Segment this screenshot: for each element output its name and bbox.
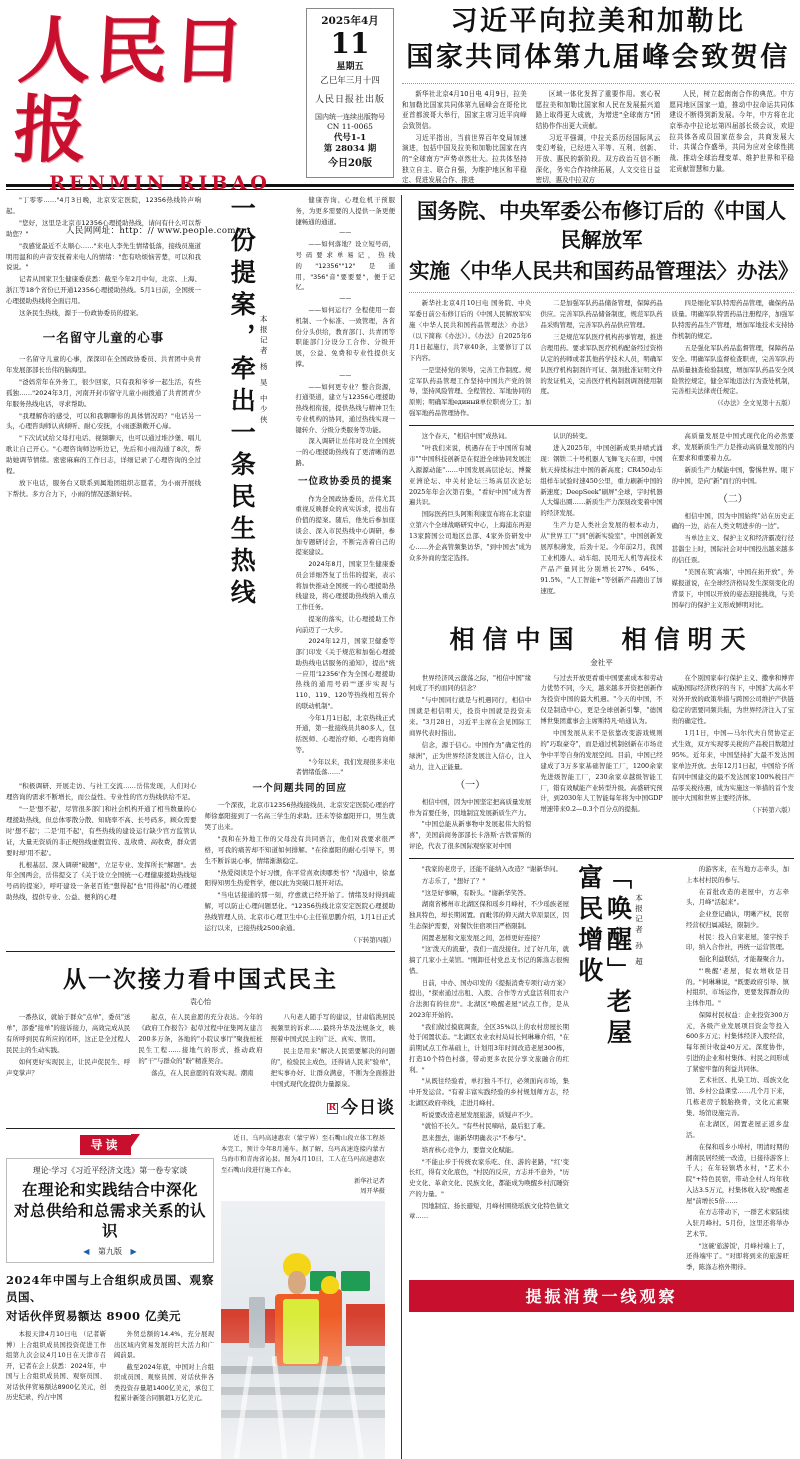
today-page-count: 今日20版 — [328, 158, 372, 170]
hotline-story — [6, 195, 395, 779]
paragraph: ——如何运行？全程使用一套机制、一个标准、一致管理，各省份分头供给，教育部门、共青团等职能部门分设分工合作、分级开展，公益、免费和专业性提供支撑。 — [295, 306, 395, 368]
paragraph: 村民：投入自家老屋，签字按手印，纳入合作社，再统一运营管理。 — [686, 932, 789, 952]
commentary-title-row — [409, 620, 794, 656]
commentary-column-1 — [409, 673, 531, 853]
paragraph: "这'泼天的流量'，我们一直没接住。过了好几年，就搞了几家小土菜馆。"刚卸任村党总支书记的陈涤志很惋惜。 — [409, 945, 569, 975]
paragraph: ——如何更专业？整合资源，打通渠道，建立与12356心理援助热线相衔接，提供热线与精神卫生专业机构的协同，通过热线实现一键转介、分级分类服务等功能。 — [295, 382, 395, 434]
website-url[interactable]: 人民网网址：http：// www.people.com.cn — [66, 225, 250, 236]
cn-serial-code: CN 11-0065 — [327, 122, 373, 132]
divider-dash: —— — [339, 295, 352, 303]
paragraph: 四是细化军队特需药品管理，确保药品质量。明确军队特需药品注册程序，加强军队特需药品生产管理，增加军地技术支持协作机制的规定。 — [671, 299, 794, 340]
paragraph: "从既往经验看，单打独斗不行，必须面向市场，集中开发运营。"有着丰富实践经验的乡村规划师方志，经北湖区政府牵线，走进月峰村。 — [409, 1077, 569, 1107]
photo-worker-face — [288, 1271, 306, 1294]
paragraph: 如何更好实现民主，让民声促民生、呼声变掌声？ — [6, 1057, 131, 1077]
paragraph: 相信中国，因为中国始终"站在历史正确的一边，站在人类文明进步的一边"。 — [671, 511, 794, 531]
democracy-column-3 — [271, 1012, 395, 1123]
paragraph: 这个春天，"相信中国"成热词。 — [421, 432, 511, 441]
paragraph: 信念，源于信心。中国作为"确定性的绿洲"，正为世界经济发展注入信心，注入动力，注入正能量。 — [409, 740, 532, 771]
paragraph: 二是加强军队药品储备管理，保障药品供应。完善军队药品储备制度，规范军队药品采购管理，完善军队药品供应管理。 — [540, 299, 663, 330]
paragraph: "一是'想不起'，尽管很多部门和社会机构开通了相当数量的心理援助热线，但总体零散分散、知晓率不高、长号码多，顾众需要时'想不起'；二是'用不起'，有些热线的建设运行缺少官方监管认证，大量无资质的非正规热线虚假宣传、乱收费、高收费，群众需要时却'用不起'。 — [6, 805, 197, 857]
photo-credit-agency: 新华社记者 — [354, 1178, 385, 1186]
paragraph: "就怕不长久。"有些村民嘀咕，最后犯了难。 — [421, 1122, 550, 1131]
paragraph: 世界经济风云激荡之际，"相信中国"缘何成了不约而同的信念？ — [409, 673, 532, 693]
paragraph: "热爱阅读是个好习惯，你平常喜欢读哪类书？"沟通中，徐嘉阳得知男生热爱哲学，便以此为突破口展开对话。 — [204, 868, 395, 888]
daodu-title-line2: 对总供给和总需求关系的认识 — [14, 1201, 207, 1241]
lead-column-2 — [536, 89, 661, 187]
democracy-headline[interactable]: 从一次接力看中国式民主 — [63, 966, 338, 993]
newspaper-logo-chinese: 人民日报 — [11, 8, 252, 173]
hotline-subheading-1: 一名留守儿童的心事 — [42, 329, 165, 345]
daodu-page-ref[interactable] — [14, 1246, 206, 1257]
paragraph: "这是好事嘛，有盼头。"谢新华笑答。 — [421, 888, 530, 897]
paragraph: 中国发展从来不是依靠改变游戏规则的"巧取豪夺"，而是通过机制创新在市场竞争中平等自身的发展空间。目前，中国已经建成了3万多家基础智能工厂，1200余家先进级智能工厂，230余家卓越级智能工厂，错有效赋能产业转型升级。高盛研究预计，到2030年人工智能每年将为中国GDP增速带来0.2—0.3个百分点的提振。 — [540, 729, 663, 814]
paragraph: 新华社北京4月10日电 4月9日，拉美和加勒比国家共同体第九届峰会在哥伦比亚首都波哥大举行，国家主席习近平向峰会致贺信。 — [402, 89, 527, 130]
photo-credit-photographer: 周开华摄 — [360, 1188, 385, 1196]
paragraph: 思来想去，谢新华明确表示"不参与"。 — [421, 1134, 530, 1143]
paragraph: 培育核心竞争力，要靠文化赋能。 — [421, 1145, 518, 1154]
hotline-lower-column-1 — [6, 781, 197, 946]
daodu-flag-icon — [131, 1134, 140, 1147]
sco-column-1 — [6, 1330, 106, 1405]
second-column-1 — [409, 298, 531, 420]
paragraph: 新华社北京4月10日电 国务院、中央军委日前公布修订后的《中国人民解放军实施〈中华人民共和国药品管理法〉办法》（以下简称《办法》）。《办法》自2025年6月1日起施行，共7章40条，主要修订了以下内容。 — [409, 299, 532, 362]
paragraph: 与过去开放更看重中国要素成本和劳动力优势不同，今天，越来越多开资把创新作为投资中国的最大机遇。"今天的中国，不仅是制造中心，更是全球创新引擎，"德国博世集团董事会主席斯特凡·哈通认为。 — [540, 673, 663, 726]
paragraph: 保障村民权益：企业投资300万元，各级产业发展项目资金等投入600多万元；村集体经济入股经营，每年预计收益40万元。深度协作，引进的企业和村集体、村民之间形成了紧密牢靠的利益共同体。 — [686, 1010, 789, 1073]
hotline-byline: 本报记者 杨 昊 中少侠 — [259, 315, 269, 426]
paragraph: 2024年12月，国家卫健委等部门印发《关于规范和加强心理援助热线电话服务的通知》，提出"统一应用'12356'作为全国心理援助热线的通用号码""逐步实现与110、119、120等热线相互转介的联动机制"。 — [295, 637, 395, 710]
paragraph: 近日，乌玛高速惠农（蒙宁界）至石嘴山段立体工程基本完工，预计今年8月通车。据了解，乌玛高速连接内蒙古乌海市和青海省沁县。图为4月10日，工人在乌玛高速惠农至石嘴山段进行施工作业。 — [221, 1135, 385, 1174]
democracy-column-1 — [6, 1012, 130, 1123]
jinritan-mark-icon: R — [328, 1102, 336, 1113]
paragraph: 提案的落实，让心理援助工作向前迈了一大步。 — [295, 614, 395, 634]
paragraph: 今年1月1日起，北京热线正式开通，第一批接线员共80多人，包括医师、心理治疗师、心理咨询师等。 — [295, 713, 395, 754]
paragraph: 日前，中办、国办印发的《提振消费专项行动方案》提出，"探索通过出租、入股、合作等方式盘活利用农户合法拥有的住房"。北湖区"唤醒老屋"试点工作，是从2023年开始的。 — [409, 978, 569, 1019]
paragraph: 进入2025年，中国创新成果并喷式涌现：钢铁二十号机器人飞舞飞天在即，中国航天持续标注中国的新高度；CR450动车组样车试验时速450公里，重力刷新中国的新速度；DeepSeek"刷屏"全球，宇时机器人大爆出圈……新质生产力深刻改变着中国的经济发展。 — [540, 444, 663, 518]
daodu-page-number: 第九版 — [98, 1247, 122, 1257]
hotline-lower-column-2 — [205, 781, 396, 946]
commentary-byline: 金社平 — [590, 657, 613, 667]
commentary-pre-columns — [409, 431, 794, 611]
feature-body-column-1 — [409, 864, 574, 1274]
divider-dotted — [402, 83, 794, 84]
sco-lede-line2[interactable]: 对话伙伴贸易额达 8900 亿美元 — [6, 1308, 182, 1323]
issue-number: 第 28034 期 — [323, 144, 377, 155]
paragraph: 认识的转变。 — [553, 432, 592, 441]
lead-headline-line1[interactable]: 习近平向拉美和加勒比 — [450, 6, 746, 37]
divider-rule — [409, 858, 794, 859]
paragraph: 一番热议，就始于群众"点单"，委员"送单"，部委"接单"的接诉接力，高效完成从民有所呼到民有所应的闭环，这正是全过程人民民主的生动实践。 — [6, 1012, 131, 1054]
hotline-vertical-headline[interactable]: 一份提案，牵出一条民生热线 — [227, 195, 257, 611]
paragraph: 截至2024年底，中国对上合组织成员国、观察员国、对话伙伴各类投资存量超1400亿美元，承包工程累计新签合同额超1万亿美元。 — [114, 1363, 214, 1403]
paragraph: 湖南省郴州市北湖区保和瑶乡月峰村，不少瑶族老屋独具特色，却长期闲置。而毗邻的仰天湖大草原景区，因生态保护需要，对餐饮住宿项目严格限制。 — [409, 900, 569, 930]
commentary-pre-3 — [672, 431, 794, 611]
main-content-grid — [6, 195, 799, 1459]
registration-label: 国内统一连续出版物号 — [315, 112, 385, 121]
daodu-kicker: 理论·学习《习近平经济文选》第一卷专家谈 — [32, 1166, 188, 1176]
commentary-column-3 — [672, 673, 794, 853]
lead-column-1 — [402, 89, 527, 187]
photo-mist-overlay — [221, 1315, 385, 1459]
right-column — [402, 195, 799, 1459]
paragraph: "我们做过摸底调查，全区35%以上的农村房屋长期处于闲置状态。"北湖区农业农村局局长何琳琳介绍，"在前期试点工作基础上，计划用3年时间改造老屋300栋，打造10个特色村落，带动更多农民分享文旅融合的红利。" — [409, 1022, 569, 1074]
sco-column-2 — [114, 1330, 214, 1405]
paragraph: 区域一体化发挥了重要作用。衷心祝愿拉美和加勒比国家和人民在发展振兴道路上取得更大成就，为增进"全球南方"团结协作作出更大贡献。 — [535, 89, 661, 130]
lead-headline-line2[interactable]: 国家共同体第九届峰会致贺信 — [406, 42, 790, 74]
bottom-left-row — [6, 1134, 395, 1459]
paragraph: 八句老人随手写的建议，甘肃临洮居民视频里的诉求……最终升华及法规条文，映照着中国式民主的广泛、真实、管用。 — [270, 1012, 395, 1043]
democracy-story — [6, 961, 395, 1123]
second-story — [409, 197, 799, 420]
commentary-jump-note[interactable]: （下转第六版） — [749, 806, 794, 815]
hotline-subheading-3: 一个问题共同的回应 — [252, 783, 347, 795]
paragraph: "当电话接通的那一刻，疗愈就已经开始了。情绪及时得到疏解，可以防止心理问题恶化。"12356热线北京安定医院心理援助热线管理人员、北京市心理卫生中心主任崔思鹏介绍，1月1日正式运行以来，已接热线2500余通。 — [204, 891, 395, 933]
second-headline-line2[interactable]: 实施〈中华人民共和国药品管理法〉办法》 — [409, 259, 799, 284]
paragraph: "中国总能从新事物中发展起伟大的惊喜"，美国前商务部部长卡洛斯·古铁雷斯的评论，代表了很多国际观察家对中国 — [409, 820, 532, 851]
paragraph: 一是坚持党的领导，完善工作制度。规定军队药品管理工作坚持中国共产党的领导，坚持风险管理、全程管控、军地协同的原则；明确军地единый单位职责分工；加强军地药品管理协作。 — [409, 365, 532, 418]
sco-lede-line1[interactable]: 2024年中国与上合组织成员国、观察员国、 — [6, 1273, 214, 1305]
paragraph: 在北湖区，闲置老屋正返乡盘活。 — [686, 1120, 789, 1140]
news-photograph — [221, 1201, 385, 1459]
democracy-columns — [6, 1012, 395, 1123]
divider-dash: —— — [339, 229, 352, 237]
divider-rule — [6, 951, 395, 952]
paragraph: 生产力是人类社会发展的根本动力，从"世界工厂"到"创新实验室"，中国创新发展厚积薄发，后劲十足。今年前2月，我国工业机器人、动车组、民用无人机等高技术产品产量同比分别增长27%、64%、91.5%，"人工智能+"等创新产品跑出了加速度。 — [540, 521, 663, 595]
paragraph: 新质生产力赋能中国，警惕世界。眼下的中国，是向"新"而行的中国。 — [671, 465, 794, 485]
paragraph: "丁零零……"4月3日晚，北京安定医院，12356热线铃声响起。 — [6, 196, 201, 215]
hotline-vertical-title-area — [201, 195, 296, 779]
paragraph: 在保和瑶乡小埠村，明清时期的湘南民居经统一改造，日接待游客上千人；在年轻镇塔水村，"艺术小院"+特色民宿，带动全村人均年收入达3.5万元，村集体收入较"唤醒老屋"前增长5倍…… — [686, 1142, 789, 1205]
paragraph: 扎根基层、深入调研"破题"，立足专业、发挥所长"解题"。去年全国两会，岳伟提交了《关于设立全国统一心理健康援助热线短号码的提案》，呼吁建设一条老百姓"想得起"也"用得起"的心理援助热线，提供专业、公益、便利的心理 — [6, 860, 197, 902]
feature-title-area — [574, 864, 686, 1274]
sco-columns — [6, 1330, 214, 1405]
daodu-label: 导读 — [80, 1135, 130, 1155]
arrow-left-icon: ◀ — [83, 1247, 90, 1257]
paragraph: 艺术社区、扎染工坊、瑶族文化馆、乡村公益课堂……几个月下来，几栋老房子脱胎换骨，文化元素聚集、场馆设施完善。 — [686, 1076, 789, 1117]
lead-column-3 — [669, 89, 794, 187]
newspaper-logo-pinyin: RENMIN RIBAO — [49, 171, 271, 194]
paragraph: 因地制宜、扬长避短，月峰村围绕瑶族文化特色做文章…… — [409, 1201, 569, 1221]
paragraph: 的游客来，在当地方志牵头，加上本村村民的参与。 — [686, 865, 789, 884]
postal-agent-code: 代号1-1 — [333, 132, 367, 143]
feature-byline: 本报记者 孙 超 — [634, 894, 644, 968]
commentary-title-a[interactable]: 相信中国 — [449, 624, 582, 654]
paragraph: 国际医药巨头阿斯利康宣布将在北京建立第六个全球战略研究中心，上海浦东再迎13家跨国公司地区总部、4家外资研发中心……外企高管频集访华，"到中国去"成为众多外商的坚定选择。 — [409, 510, 532, 562]
democracy-column-2 — [138, 1012, 262, 1123]
paragraph: "与中国同行就是与机遇同行，相信中国就是相信明天，投资中国就是投资未来。"3月28日，习近平主席在会见国际工商界代表时指出。 — [409, 696, 532, 738]
commentary-pre-1 — [409, 431, 531, 611]
paragraph: "我和在外地工作的父母没有共同语言，他们对我要求很严格，可我的痛苦却不知道如何排解。"在徐嘉阳的耐心引导下，男生不断诉说心事，情绪渐渐稳定。 — [204, 834, 395, 865]
daodu-tab — [6, 1134, 214, 1155]
paragraph: 强化利益联结，才能凝聚合力。 — [698, 955, 789, 964]
paragraph: "积极调研、开展走访、与社工交流……岳伟发现，人们对心理咨询的需求不断增长，而公益性、专业性的官方热线供给不足。 — [6, 782, 197, 802]
daodu-block — [6, 1134, 214, 1459]
feature-vertical-headline[interactable]: 「唤醒」老屋 富民增收 — [574, 864, 633, 1051]
hotline-text-column-1 — [6, 195, 201, 779]
photo-caption — [221, 1134, 385, 1176]
paragraph: 五是强化军队药品监督管理，保障药品安全。明确军队监督检查职责，完善军队药品质量抽查检验制度，增加军队药品安全风险管控规定，健全军地违法行为查处机制，完善相关法律责任规定。 — [671, 343, 794, 396]
paragraph: 1月1日，中国—马尔代夫自贸协定正式生效，双方实现零关税的产品税目数超过95%。近年来，中国坚持扩大最不发达国家单边开放。去年12月1日起，中国给予所有同中国建交的最不发达国家100%税目产品零关税待遇，成为实施这一举措的首个发展中大国和世界主要经济体。 — [671, 729, 794, 803]
paragraph: 健康咨询、心理危机干预服务，为更多需要的人提供一条更便捷畅通的通道。 — [295, 196, 395, 226]
paragraph: 在个别国家奉行保护主义、撒拳和博弈威胁国际经济秩序的当下，中国扩大高水平对外开放的政策举措与跨国公司维护产供链稳定的需要同频共振，为世界经济注入了宝贵的确定性。 — [671, 673, 794, 726]
paragraph: "叶我们来说，机遇存在于中国所有城市""中国科技创新是在促进全球协同发展注入源源动能"……中国发展高层论坛、博鳌亚洲论坛、中关村论坛三场高层次论坛2025年年会次第召集，"看好中国"成为普遍共识。 — [409, 444, 532, 507]
paragraph: "这碗'旅游饭'，月峰村端上了，还得端牢了。"对即将到来的旅游旺季，陈涤志格外期待。 — [686, 1241, 789, 1272]
commentary-title-b[interactable]: 相信明天 — [621, 624, 754, 654]
jinritan-badge[interactable] — [271, 1094, 395, 1123]
divider-rule — [6, 1128, 395, 1129]
paragraph: 记者从国家卫生健康委获悉：截至今年2月中旬，北京、上海、浙江等18个省份已开通12356心理援助热线。5月1日前，全国统一心理援助热线将全面启用。 — [6, 275, 201, 306]
paragraph: 落点，在人民意愿的有效实现。潮南 — [151, 1068, 254, 1077]
paragraph: 在首批改造的老屋中，方志牵头，月峰"活起来"。 — [686, 887, 789, 907]
commentary-story — [409, 431, 794, 853]
paragraph: "美国在筑'高墙'，中国在拓开放"，外媒报道说，在全球经济格局发生深刻变化的背景下，中国以开放的姿态迎接挑战，与美国奉行的保护主义形成鲜明对比。 — [671, 568, 794, 609]
feature-story — [409, 864, 794, 1274]
second-story-note[interactable]: （《办法》全文见第十五版） — [714, 399, 794, 408]
paragraph: ——如何落地？设立短号码，号码要求单易记，热线的"12356""12"是通用，"356"音"要要要"，便于记忆。 — [295, 240, 395, 292]
paragraph: "我感觉最近不太顺心……"来电人李先生情绪低落，接线员施道明用温和的声音安抚着来电人的情绪："您有啥烦恼苦楚，可以和我说说。" — [6, 241, 201, 272]
paragraph: 深入调研让岳伟对设立全国统一的心理援助热线有了更清晰的思路。 — [295, 437, 395, 467]
lead-story-columns — [402, 89, 794, 187]
paragraph: "您好，这里是北京市12356心理援助热线，请问有什么可以帮助您？" — [6, 218, 201, 238]
paragraph: 闲置老屋和文旅发展之间，怎样更好连接？ — [421, 933, 544, 942]
left-column — [6, 195, 402, 1459]
photo-green-sign-2 — [341, 1271, 371, 1292]
divider-dash: —— — [339, 371, 352, 379]
publisher-name: 人民日报社出版 — [314, 94, 385, 105]
date-info-box — [306, 8, 394, 178]
commentary-column-2 — [540, 673, 662, 853]
daodu-box[interactable] — [6, 1158, 214, 1263]
hotline-jump-note[interactable]: （下转第四版） — [350, 936, 395, 945]
hotline-lower-columns — [6, 781, 395, 946]
divider-rule — [409, 425, 794, 426]
paragraph: 2024年8月，国家卫生健康委员会详细答复了岳伟的提案，表示将加快推动全国统一的心理援助热线建设，将心理援助热线纳入重点工作任务。 — [295, 560, 395, 612]
photo-credit — [221, 1177, 385, 1197]
paragraph: 相信中国，因为中国坚定把高质量发展作为首要任务，因地制宜发展新质生产力。 — [409, 797, 532, 817]
divider-dotted — [409, 292, 794, 293]
second-column-2 — [540, 298, 662, 420]
paragraph: 民主是用来"解决人民需要解决的问题的"，检验民主成色，还得请人民来"验单"，把实事办好、让群众满意，不断为全面推进中国式现代化提供力量源泉。 — [270, 1046, 395, 1088]
paragraph: 听说要改造老屋发展旅游，质疑声不少。 — [421, 1110, 537, 1119]
paragraph: "我家的老房子，还能不能纳入改造？"谢新华问。 — [421, 865, 562, 874]
photo-block — [221, 1134, 391, 1459]
paragraph: 一个深夜，北京市12356热线接线员、北京安定医院心理治疗师徐嘉阳接到了一名高三学生的求助。还未等徐嘉阳开口，男生就哭了出来。 — [204, 801, 395, 831]
paragraph: "下次试试给父母打电话、视频聊天，也可以通过堆沙堡、唱儿歌让自己开心。"心理咨询师边听边记，先后和小雨沟通了8次，帮助她调节情绪。密密麻麻的工作日志，详细记录了心理咨询的全过程。 — [6, 434, 201, 476]
paragraph: 在方志带动下，一群艺术家陆续入驻月峰村。5月份，这里还将举办艺术节。 — [686, 1208, 789, 1238]
paragraph: 三是规范军队医疗机构药事管理，推进合理用药。要求军队医疗机构配备经过资格认定的药师或者其他药学技术人员，明确军队医疗机构制剂许可证、制剂批准证明文件的发证机关，完善医疗机构制剂调剂使用制度。 — [540, 333, 663, 396]
second-story-columns — [409, 298, 794, 420]
second-column-3 — [672, 298, 794, 420]
paragraph: 本报天津4月10日电 （记者靳博）上合组织成员国投资促进工作组第九次会议4月10日在天津市召开，记者在会上获悉：2024年，中国与上合组织成员国、观察员国、对话伙伴贸易额达8900亿美元，创历史纪录，约占中国 — [6, 1331, 106, 1402]
paragraph: 习近平指出，当前世界百年变局加速演进，包括中国及拉美和加勒比国家在内的"全球南方"声势卓然壮大。拉共体坚持独立自主、联合自强，为维护地区和平稳定、促进发展合作、推进 — [402, 133, 527, 185]
arrow-right-icon: ▶ — [130, 1247, 137, 1257]
hotline-subheading-2: 一位政协委员的提案 — [298, 475, 393, 487]
date-lunar: 乙巳年三月十四 — [320, 76, 380, 87]
paragraph: 外贸总额的14.4%，充分展现出区域内贸易发展的巨大活力和广阔前景。 — [114, 1331, 214, 1360]
date-year-month: 2025年4月 — [321, 15, 379, 27]
paragraph: 放下电话，服务台又联系到属地团组织志愿者，为小雨开展线下帮扶。多方合力下，小雨的情况逐渐好转。 — [6, 478, 201, 498]
commentary-pre-2 — [540, 431, 662, 611]
daodu-title-line1: 在理论和实践结合中深化 — [21, 1181, 198, 1200]
photo-hardhat-back-icon — [321, 1276, 339, 1294]
paragraph: 企业登记确认，明晰产权，民宿经营权归属减轻，限制少。 — [686, 910, 789, 929]
paragraph: "不能止步于传统农家乐吃、住、游的老路，"红'变长红，得有文化底色，"村民的反应，方志并不意外，"历史文化、革命文化、民族文化，都能成为唤醒乡村沉睡资产的力量。" — [409, 1157, 569, 1198]
hotline-text-column-2 — [296, 195, 395, 779]
feature-series-banner[interactable]: 提振消费一线观察 — [409, 1280, 794, 1312]
paragraph: "爸妈常年在外务工，很少回家，只有我和爷爷一起生活，有些孤独……"2024年3月，河南开封市留守儿童小雨拨通了共青团青少年服务热线电话，寻求帮助。 — [6, 377, 201, 408]
paragraph: "我理解你的感受，可以和我聊聊你的具体情况吗？"电话另一头，心理咨询师认真倾听、耐心安抚，小雨逐渐敞开心扉。 — [6, 411, 201, 431]
paragraph: 方志乐了，"想好了？" — [421, 876, 486, 885]
paragraph: "'唤醒'老屋，促农增收是目的。"何琳琳说，"既要政府引导、镇村组织、市场运作，更要发挥群众的主体作用。" — [686, 966, 789, 1008]
paragraph: "今年以来，我们发现很多来电者情绪低落……" — [295, 757, 395, 777]
date-weekday: 星期五 — [336, 62, 364, 73]
lead-story-block — [394, 4, 794, 187]
paragraph: 起点，在人民意愿的充分表达。今年的《政府工作报告》起草过程中征集网友建言200多万条，各地的"小院议事厅"聚拢桩桩民生工程……接地气的形式，推动政府的"干"与群众的"盼"精准契合。 — [138, 1012, 263, 1065]
second-headline-line1[interactable]: 国务院、中央军委公布修订后的《中国人民解放军 — [417, 199, 786, 253]
paragraph: 当单边主义、保护主义和经济霸凌行径甚嚣尘上时，国际社会对中国投出越来越多的信任票。 — [671, 534, 794, 565]
feature-body-column-2 — [686, 864, 794, 1274]
date-day: 11 — [330, 27, 370, 61]
jinritan-label: 今日谈 — [340, 1097, 395, 1118]
paragraph: 一名留守儿童的心事，深深印在全国政协委员、共青团中央青年发展部部长岳伟的脑海里。 — [6, 354, 201, 374]
paragraph: 人民，树立起南南合作的典范。中方愿同地区国家一道，推动中拉命运共同体建设不断得到新发展。今年，中方将在北京举办中拉论坛第四届部长级会议，欢迎拉共体各成员国家莅参会，共商发展大计、共谋合作盛举，共同为应对全球性挑战、推动全球治理变革、维护世界和平稳定贡献智慧和力量。 — [669, 89, 795, 173]
commentary-section-2-mark: （二） — [717, 493, 748, 505]
commentary-columns — [409, 673, 794, 853]
commentary-section-1-mark: （一） — [455, 779, 486, 791]
masthead-logo-block — [6, 4, 306, 236]
paragraph: 习近平强调，中拉关系历经国际风云变幻考验，已经进入平等、互利、创新、开放、惠民的新阶段。双方政治互信不断深化，务实合作持续拓展，人文交往日益密切，惠及中拉双方 — [535, 133, 661, 185]
paragraph: 这条民生热线，源于一份政协委员的提案。 — [19, 309, 143, 318]
paragraph: 高质量发展是中国式现代化的必然要求，发展新质生产力是推动高质量发展的内在要求和重要着力点。 — [671, 432, 794, 462]
democracy-byline: 袁心怡 — [190, 997, 211, 1006]
paragraph: 作为全国政协委员，岳伟尤其重视反映群众的真实诉求，提出有价值的提案。随后，他先后参加座谈会、深入市民热线中心调研，参加专题研讨会，不断完善着自己的提案建议。 — [295, 494, 395, 557]
